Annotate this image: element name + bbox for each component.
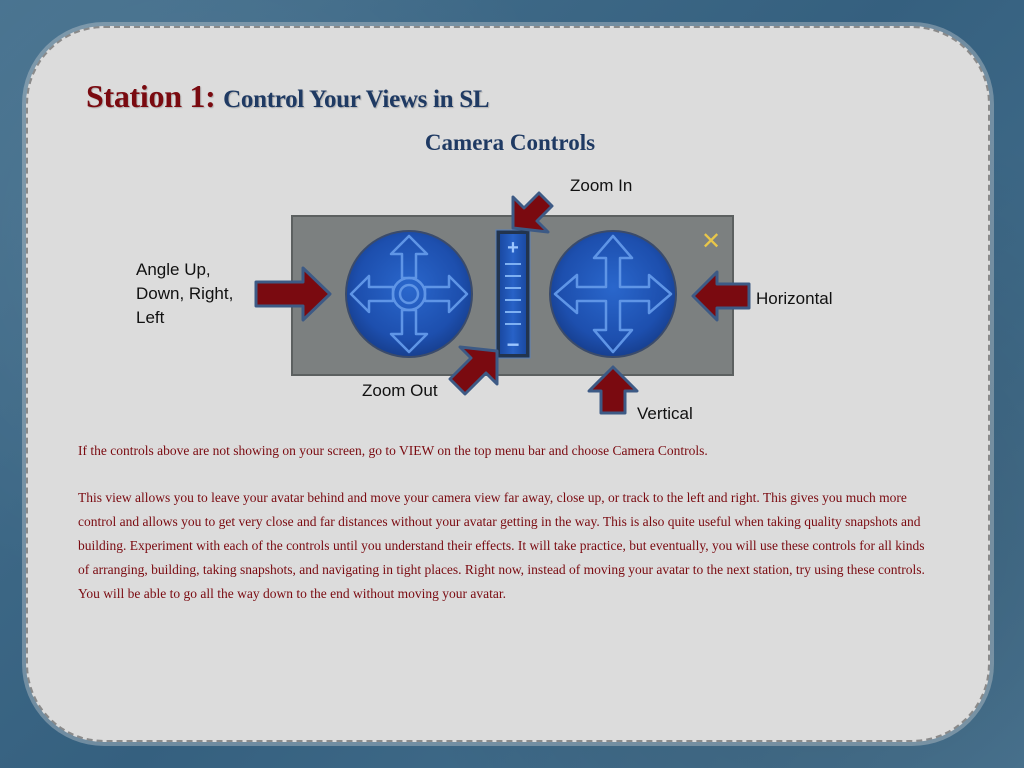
vertical-arrow-icon <box>589 367 637 413</box>
angle-label: Angle Up, Down, Right, Left <box>136 260 234 327</box>
zoom-slider[interactable] <box>496 230 530 358</box>
title-main: Station 1: <box>86 78 216 114</box>
description-paragraph: This view allows you to leave your avatar behind and move your camera view far away, close up, or track to the left and right. This gives you much more control and allows you to get very close and far distances without your avatar getting in the way. This is also quite useful when taking quality snapshots and building. Experiment with each of the controls until you understand their effects. It will take practice, but eventually, you will use these controls for all kinds of arranging, building, taking snapshots, and navigating in tight places. Right now, instead of moving your avatar to the next station, try using these controls. You will be able to go all the way down to the end without moving your avatar. <box>78 490 925 601</box>
title-sub: Control Your Views in SL <box>223 86 490 113</box>
subtitle-text: Camera Controls <box>424 130 596 155</box>
zoom-plus-icon[interactable]: + <box>507 237 519 259</box>
pan-control[interactable] <box>550 231 676 357</box>
instruction-paragraph: If the controls above are not showing on your screen, go to VIEW on the top menu bar and choose Camera Controls. <box>78 443 708 458</box>
close-icon[interactable]: ✕ <box>700 227 722 255</box>
vertical-label: Vertical <box>637 404 693 423</box>
zoom-minus-icon[interactable]: − <box>506 332 520 357</box>
zoom-out-arrow-icon <box>450 347 497 394</box>
angle-arrow-icon <box>256 268 330 320</box>
horizontal-arrow-icon <box>693 272 749 320</box>
horizontal-label: Horizontal <box>756 289 833 308</box>
orbit-control[interactable] <box>346 231 472 357</box>
zoom-out-label: Zoom Out <box>362 381 438 400</box>
zoom-in-arrow-icon <box>513 193 552 232</box>
zoom-in-label: Zoom In <box>570 176 633 195</box>
